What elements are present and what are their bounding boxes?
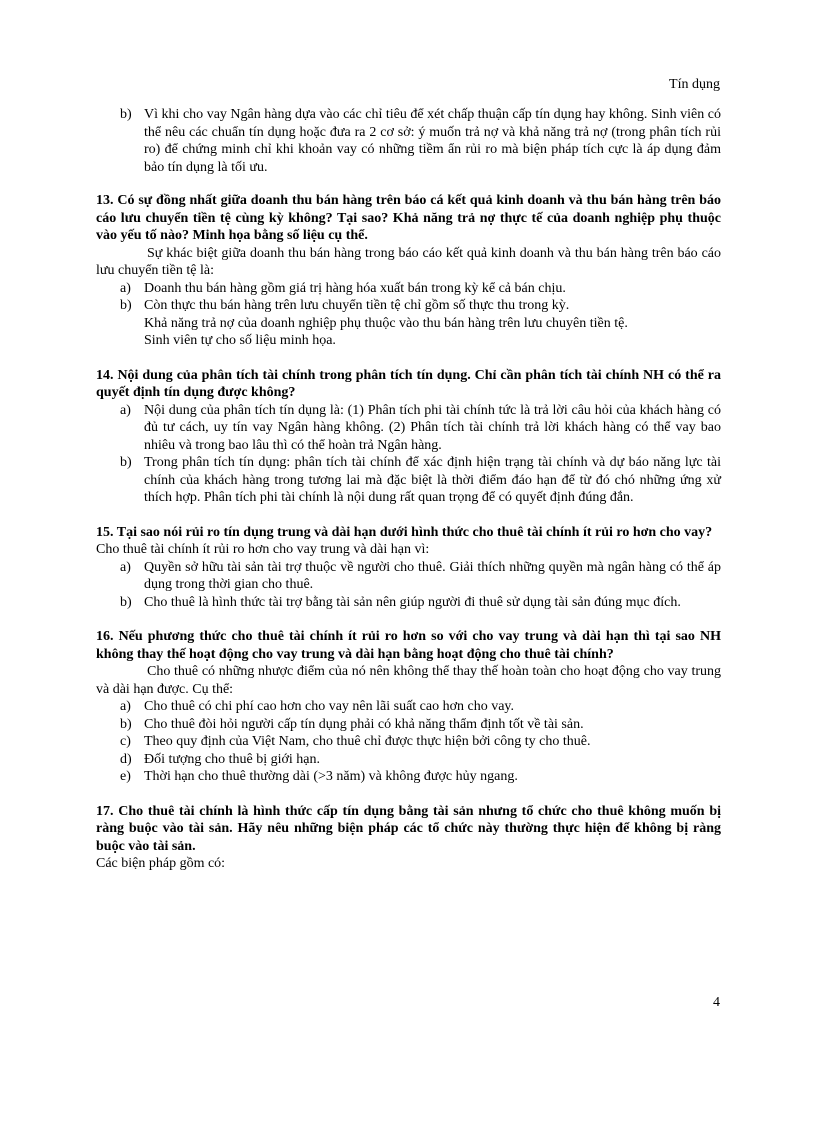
list-text: Cho thuê có chi phí cao hơn cho vay nên lãi suất cao hơn cho vay. bbox=[144, 699, 515, 714]
list-marker: a) bbox=[120, 559, 131, 575]
list-item bbox=[96, 751, 721, 769]
list-marker: a) bbox=[120, 699, 131, 714]
paragraph: Các biện pháp gồm có: bbox=[96, 856, 226, 871]
list-text: Cho thuê là hình thức tài trợ bằng tài sản nên giúp người đi thuê sử dụng tài sản đúng mục đích. bbox=[144, 594, 681, 610]
list-item bbox=[96, 716, 721, 734]
list-item bbox=[96, 559, 721, 594]
list-text: Thời hạn cho thuê thường dài (>3 năm) và không được hủy ngang. bbox=[144, 769, 518, 784]
question-title: 17. Cho thuê tài chính là hình thức cấp tín dụng bằng tài sản nhưng tổ chức cho thuê không muốn bị ràng buộc vào tài sản. Hãy nêu những biện pháp các tổ chức này thường thực hiện để không bị ràng buộc vào tài sản. bbox=[96, 803, 721, 854]
question-title: 15. Tại sao nói rủi ro tín dụng trung và dài hạn dưới hình thức cho thuê tài chính ít rủi ro hơn cho vay? bbox=[96, 524, 713, 540]
paragraph: Cho thuê có những nhược điểm của nó nên không thể thay thế hoàn toàn cho hoạt động cho vay trung và dài hạn được. Cụ thể: bbox=[96, 664, 721, 697]
list-marker: a) bbox=[120, 402, 131, 418]
question-14 bbox=[96, 367, 721, 507]
question-title: 16. Nếu phương thức cho thuê tài chính ít rủi ro hơn so với cho vay trung và dài hạn thì tại sao NH không thay thế hoạt động cho vay trung và dài hạn bằng hoạt động cho thuê tài chính? bbox=[96, 629, 721, 662]
list-marker: e) bbox=[120, 769, 131, 784]
list-marker: d) bbox=[120, 751, 132, 767]
list-item bbox=[96, 454, 721, 507]
list-text: Cho thuê đòi hỏi người cấp tín dụng phải có khả năng thẩm định tốt về tài sản. bbox=[144, 716, 584, 732]
list-text: Quyền sở hữu tài sản tài trợ thuộc về người cho thuê. Giải thích những quyền mà ngân hàng có thể áp dụng trong thời gian cho thuê. bbox=[144, 559, 721, 592]
list-text: Đối tượng cho thuê bị giới hạn. bbox=[144, 751, 320, 767]
question-title: 13. Có sự đồng nhất giữa doanh thu bán hàng trên báo cá kết quả kinh doanh và thu bán hàng trên báo cáo lưu chuyển tiền tệ cùng kỳ không? Tại sao? Khả năng trả nợ thực tế của doanh nghiệp phụ thuộc vào yếu tố nào? Minh họa bằng số liệu cụ thể. bbox=[96, 193, 721, 243]
list-item bbox=[96, 768, 721, 786]
question-16 bbox=[96, 628, 721, 786]
list-marker: b) bbox=[120, 594, 132, 610]
list-text: Nội dung của phân tích tín dụng là: (1) Phân tích phi tài chính tức là trả lời câu hỏi của khách hàng có đủ tư cách, uy tín vay Ngân hàng không. (2) Phân tích tài chính trả lời khách hàng có thể vay bao nhiêu và trong bao lâu thì có thể hoàn trả Ngân hàng. bbox=[144, 402, 721, 453]
list-marker: b) bbox=[120, 298, 132, 313]
page-number: 4 bbox=[713, 995, 720, 1010]
question-title: 14. Nội dung của phân tích tài chính trong phân tích tín dụng. Chỉ cần phân tích tài chính NH có thể ra quyết định tín dụng được không? bbox=[96, 367, 721, 400]
list-item bbox=[96, 106, 721, 176]
list-marker: c) bbox=[120, 734, 131, 749]
list-marker: b) bbox=[120, 107, 132, 122]
list-marker: b) bbox=[120, 455, 132, 470]
list-item bbox=[96, 297, 721, 315]
paragraph: Sinh viên tự cho số liệu minh họa. bbox=[144, 333, 336, 348]
list-marker: a) bbox=[120, 280, 131, 296]
intro-answer bbox=[96, 106, 721, 176]
list-item bbox=[96, 733, 721, 751]
list-item bbox=[96, 594, 721, 612]
list-text: Trong phân tích tín dụng: phân tích tài chính để xác định hiện trạng tài chính và dự báo năng lực tài chính của khách hàng trong tương lai mà đặc biệt là thời điểm đáo hạn để từ đó chó những ứng xử thích hợp. Phân tích phi tài chính là nội dung rất quan trọng để có quyết định đúng đắn. bbox=[144, 455, 721, 505]
list-marker: b) bbox=[120, 716, 132, 732]
question-17 bbox=[96, 803, 721, 873]
paragraph: Cho thuê tài chính ít rủi ro hơn cho vay trung và dài hạn vì: bbox=[96, 542, 430, 557]
question-13 bbox=[96, 192, 721, 350]
list-item bbox=[96, 698, 721, 716]
page-body bbox=[96, 106, 721, 889]
running-header: Tín dụng bbox=[669, 77, 720, 92]
list-text: Còn thực thu bán hàng trên lưu chuyển tiền tệ chỉ gồm số thực thu trong kỳ. bbox=[144, 298, 570, 313]
list-text: Vì khi cho vay Ngân hàng dựa vào các chỉ tiêu để xét chấp thuận cấp tín dụng hay không. Sinh viên có thể nêu các chuẩn tín dụng hoặc đưa ra 2 cơ sở: ý muốn trả nợ và khả năng trả nợ (trong phân tích rủi ro) để chứng minh chỉ khi khoản vay có những tiềm ẩn rủi ro mà biện pháp tích cực là áp dụng đảm bảo tín dụng là tối ưu. bbox=[144, 107, 721, 175]
paragraph: Khả năng trả nợ của doanh nghiệp phụ thuộc vào thu bán hàng trên lưu chuyên tiền tệ. bbox=[144, 315, 628, 331]
list-item bbox=[96, 402, 721, 455]
paragraph: Sự khác biệt giữa doanh thu bán hàng trong báo cáo kết quả kinh doanh và thu bán hàng trên báo cáo lưu chuyển tiền tệ là: bbox=[96, 245, 721, 278]
list-text: Doanh thu bán hàng gồm giá trị hàng hóa xuất bán trong kỳ kể cả bán chịu. bbox=[144, 280, 566, 296]
list-item bbox=[96, 280, 721, 298]
list-text: Theo quy định của Việt Nam, cho thuê chỉ được thực hiện bởi công ty cho thuê. bbox=[144, 734, 591, 749]
question-15 bbox=[96, 524, 721, 612]
